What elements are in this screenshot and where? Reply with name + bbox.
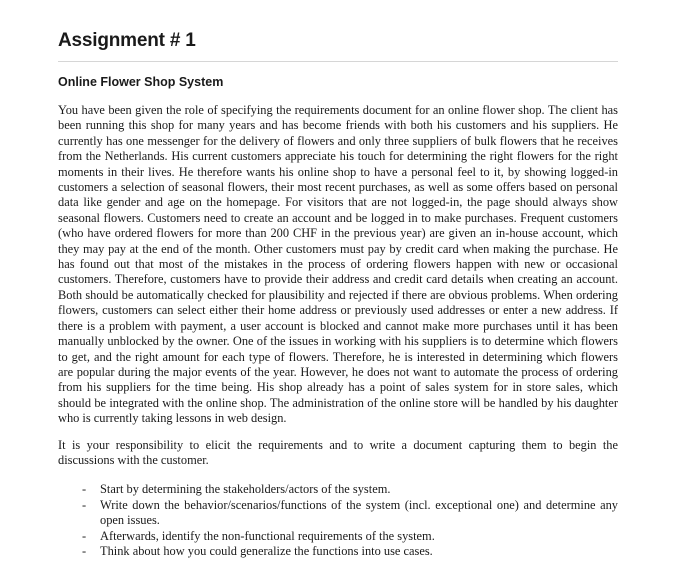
- task-item: - Start by determining the stakeholders/actors of the system.: [100, 482, 618, 497]
- task-list: [58, 482, 618, 559]
- task-item: - Afterwards, identify the non-functional requirements of the system.: [100, 529, 618, 544]
- assignment-subtitle: Online Flower Shop System: [58, 75, 224, 89]
- task-item: - Think about how you could generalize the functions into use cases.: [100, 544, 618, 559]
- assignment-title: Assignment # 1: [58, 30, 618, 62]
- responsibility-paragraph: It is your responsibility to elicit the requirements and to write a document capturing them to begin the discussions with the customer.: [58, 437, 618, 467]
- document-page: [58, 30, 618, 559]
- description-paragraph: You have been given the role of specifying the requirements document for an online flower shop. The client has been running this shop for many years and has become friends with both his customers and his suppliers. He currently has one messenger for the delivery of flowers and only three suppliers of bulk flowers that he receives from the Netherlands. His current customers appreciate his touch for determining the right flowers for the right moments in their lives. He therefore wants his online shop to have a personal feel to it, by showing logged-in customers a selection of seasonal flowers, their most recent purchases, as well as some offers based on personal data like gender and age on the homepage. For visitors that are not logged-in, the page should always show seasonal flowers. Customers need to create an account and be logged in to make purchases. Frequent customers (who have ordered flowers for more than 200 CHF in the previous year) are given an in-house account, which they may pay at the end of the month. Other customers must pay by credit card when making the purchase. He has found out that most of the mistakes in the process of ordering flowers happen with new or occasional customers. Therefore, customers have to provide their address and credit card details when creating an account. Both should be automatically checked for plausibility and rejected if there are obvious problems. When ordering flowers, customers can select either their home address or previously used addresses or enter a new address. If there is a problem with payment, a user account is blocked and cannot make more purchases until it has been manually unblocked by the owner. One of the issues in working with his suppliers is to determine which flowers to get, and the right amount for each type of flowers. Therefore, he is interested in determining which flowers are popular during the major events of the year. However, he does not want to automate the process of ordering from his suppliers for the time being. His shop already has a point of sales system for in store sales, which should be integrated with the online shop. The administration of the online store will be handled by his daughter who is currently taking lessons in web design.: [58, 103, 618, 426]
- task-item: - Write down the behavior/scenarios/functions of the system (incl. exceptional one) and determine any open issues.: [100, 498, 618, 529]
